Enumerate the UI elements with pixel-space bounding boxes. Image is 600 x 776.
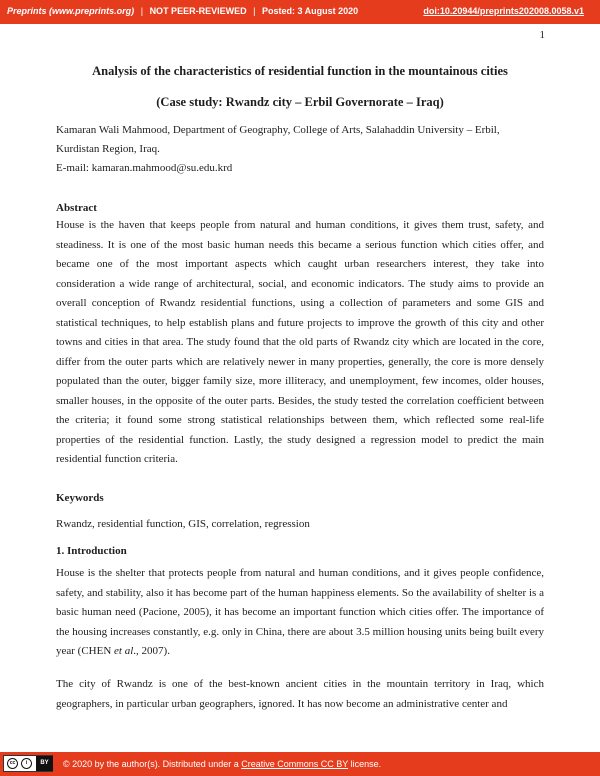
preprint-header-bar (0, 0, 600, 24)
intro-p1-text-end: ., 2007). (133, 645, 170, 657)
header-separator: | (253, 6, 256, 16)
abstract-text: House is the haven that keeps people from natural and human conditions, it gives them trust, safety, and steadiness. It is one of the most basic human needs this became a serious function which cities offer, and became one of the most important aspects which caught urban researchers interest, they take into consideration a wide range of architectural, social, and economic indicators. The study aims to provide an overall conception of Rwandz residential functions, using a collection of parameters and some GIS and statistical techniques, to help establish plans and future projects to improve the growth of this city and other towns and cities in that area. The study found that the old parts of Rwandz city which are located in the core, differ from the outer parts which are relatively newer in many properties, generally, the core is more densely populated than the outer, bigger family size, more illiteracy, and unemployment, few incomes, older houses, smaller houses, in the opposite of the outer parts. Besides, the study tested the correlation coefficient between the criteria; it found some strong statistical relationships between them, which reflected some real-life properties of the residential function. Lastly, the study designed a regression model to predict the main residential function criteria. (56, 219, 544, 465)
peer-review-status: NOT PEER-REVIEWED (149, 6, 247, 16)
preprints-source-link[interactable]: Preprints (www.preprints.org) (7, 6, 135, 16)
cc-by-badge-icon[interactable] (3, 755, 53, 772)
paper-title: Analysis of the characteristics of residential function in the mountainous cities (92, 64, 508, 78)
keywords-heading: Keywords (56, 492, 104, 504)
page-number: 1 (539, 29, 545, 41)
cc-icon: cc (7, 758, 18, 769)
by-label: BY (36, 756, 53, 771)
header-info (7, 6, 358, 16)
attribution-icon: i (21, 758, 32, 769)
creative-commons-link[interactable]: Creative Commons CC BY (241, 759, 349, 769)
header-separator: | (140, 6, 144, 16)
doi-link[interactable]: doi:10.20944/preprints202008.0058.v1 (423, 6, 584, 16)
introduction-paragraph-2: The city of Rwandz is one of the best-known ancient cities in the mountain territory in Iraq, which geographers, in particular urban geographers, ignored. It has now become an administrative center and (56, 678, 544, 710)
author-affiliation: Kamaran Wali Mahmood, Department of Geography, College of Arts, Salahaddin University – Erbil, (56, 124, 500, 136)
posted-date: Posted: 3 August 2020 (261, 6, 359, 16)
author-location: Kurdistan Region, Iraq. (56, 143, 160, 155)
abstract-heading: Abstract (56, 202, 97, 214)
introduction-paragraph-1 (56, 564, 544, 662)
intro-p1-etal: et al (114, 645, 134, 657)
paper-subtitle: (Case study: Rwandz city – Erbil Governorate – Iraq) (156, 95, 444, 109)
license-text-end: license. (348, 759, 382, 769)
keywords-text: Rwandz, residential function, GIS, correlation, regression (56, 518, 310, 530)
copyright-text: © 2020 by the author(s). Distributed under a (63, 759, 242, 769)
license-notice (63, 759, 381, 769)
author-email[interactable]: E-mail: kamaran.mahmood@su.edu.krd (56, 162, 233, 174)
license-footer-bar (0, 752, 600, 776)
intro-p1-text: House is the shelter that protects people from natural and human conditions, and it gives people confidence, safety, and stability, also it has become part of the human happiness elements. So the availability of shelter is a basic human need (Pacione, 2005), it has become an important function which cities offer. The importance of the housing increases constantly, e.g. only in China, there are about 3.5 million housing units being built every year (CHEN (56, 567, 544, 657)
introduction-heading: 1. Introduction (56, 545, 127, 557)
